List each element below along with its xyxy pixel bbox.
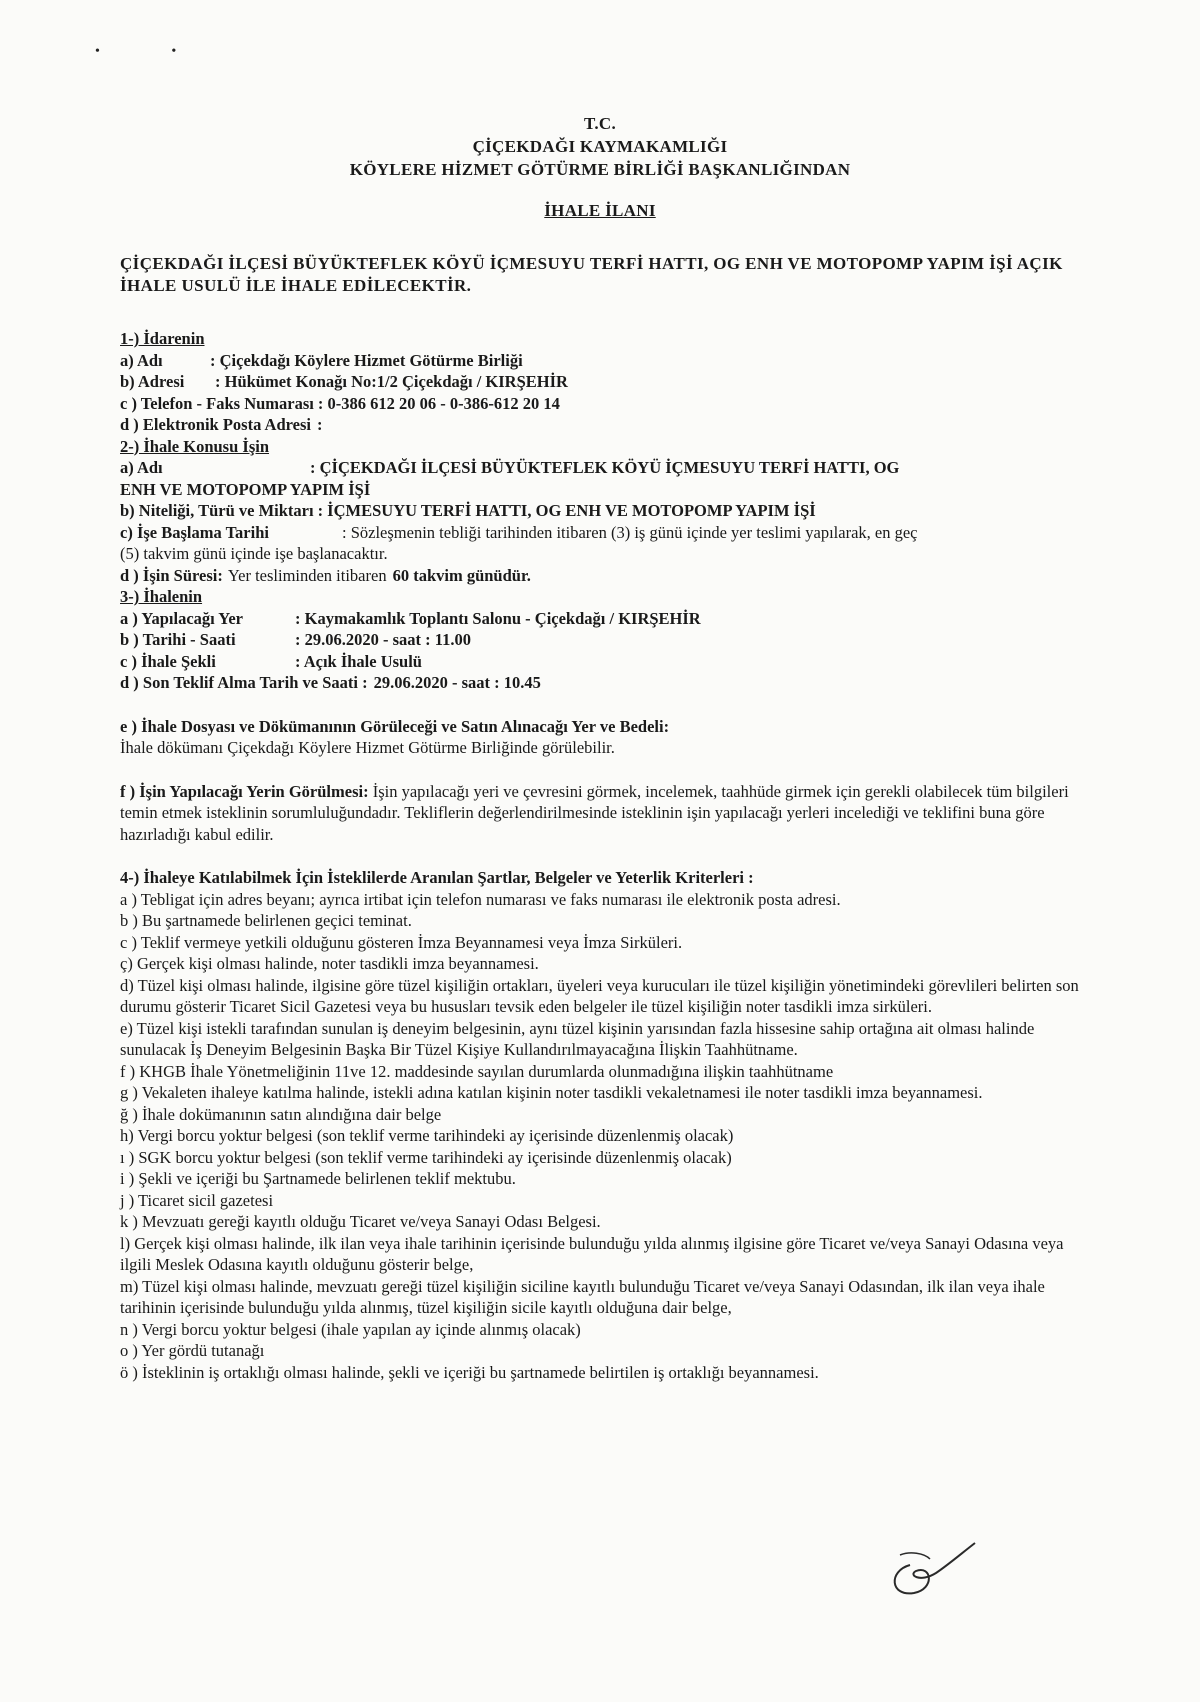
requirement-item: k ) Mevzuatı gereği kayıtlı olduğu Ticaret ve/veya Sanayi Odası Belgesi.: [120, 1212, 601, 1231]
requirement-item: ç) Gerçek kişi olması halinde, noter tasdikli imza beyannamesi.: [120, 954, 539, 973]
intro-paragraph: ÇİÇEKDAĞI İLÇESİ BÜYÜKTEFLEK KÖYÜ İÇMESUYU TERFİ HATTI, OG ENH VE MOTOPOMP YAPIM İŞİ AÇIK İHALE USULÜ İLE İHALE EDİLECEKTİR.: [120, 254, 1063, 295]
requirement-item: c ) Teklif vermeye yetkili olduğunu gösteren İmza Beyannamesi veya İmza Sirküleri.: [120, 932, 683, 952]
s1-address-row: [120, 371, 1085, 393]
s1-email-label: d ) Elektronik Posta Adresi: [120, 415, 311, 434]
s2-duration-label: d ) İşin Süresi:: [120, 565, 223, 585]
s2-name-row: [120, 457, 1085, 479]
requirement-item: d) Tüzel kişi olması halinde, ilgisine göre tüzel kişiliğin ortakları, üyeleri veya kurucuları ile tüzel kişiliğin yönetimindeki görevlileri belirten son durumu gösterir Ticaret Sicil Gazetesi veya bu hususları tevsik eden belgeler ile tüzel kişiliğin noter tasdikli imza sirküleri.: [120, 975, 1079, 1016]
s3-method-label: c ) İhale Şekli: [120, 651, 216, 671]
s2-duration-row: [120, 565, 1085, 587]
s1-name-row: [120, 350, 1085, 372]
s3-date-row: [120, 629, 1085, 651]
s2-duration-value: Yer tesliminden itibaren: [227, 565, 387, 585]
s1-name-value: : Çiçekdağı Köylere Hizmet Götürme Birliği: [210, 350, 523, 370]
s2-type-label: b) Niteliği, Türü ve Miktarı: [120, 501, 314, 520]
s3-date-value: : 29.06.2020 - saat : 11.00: [295, 630, 471, 649]
header-line-tc: T.C.: [583, 114, 617, 133]
header-line-kaymakamlik: ÇİÇEKDAĞI KAYMAKAMLIĞI: [472, 137, 728, 156]
s1-phone-row: [120, 393, 1085, 415]
s1-email-value: :: [317, 415, 323, 434]
s3-deadline-row: [120, 672, 1085, 694]
requirement-item: a ) Tebligat için adres beyanı; ayrıca irtibat için telefon numarası ve faks numarası ile elektronik posta adresi.: [120, 889, 841, 909]
s3-dossier-value: İhale dökümanı Çiçekdağı Köylere Hizmet Götürme Birliğinde görülebilir.: [120, 738, 615, 757]
scan-specks: • •: [95, 44, 211, 59]
s3-site-paragraph: [120, 781, 1085, 846]
s2-start-label: c) İşe Başlama Tarihi: [120, 522, 269, 542]
s3-method-row: [120, 651, 1085, 673]
header-line-birlik: KÖYLERE HİZMET GÖTÜRME BİRLİĞİ BAŞKANLIĞINDAN: [349, 160, 851, 179]
s2-name-value: : ÇİÇEKDAĞI İLÇESİ BÜYÜKTEFLEK KÖYÜ İÇMESUYU TERFİ HATTI, OG: [310, 458, 900, 477]
s3-site-value: İşin yapılacağı yeri ve çevresini görmek, incelemek, taahhüde girmek için gerekli olabilecek tüm bilgileri temin etmek isteklinin sorumluluğundadır. Tekliflerin değerlendirilmesinde isteklinin işin yapılacağı yerleri incelediği ve teklifini buna göre hazırladığı kabul edilir.: [120, 781, 1069, 844]
s2-type-row: [120, 500, 1085, 522]
document-header: [0, 112, 1200, 222]
section-3-heading: 3-) İhalenin: [120, 587, 203, 606]
s3-dossier-label: e ) İhale Dosyası ve Dökümanının Görüleceği ve Satın Alınacağı Yer ve Bedeli:: [120, 716, 670, 736]
s3-deadline-value: 29.06.2020 - saat : 10.45: [373, 673, 541, 692]
s3-place-row: [120, 608, 1085, 630]
section-1-heading: 1-) İdarenin: [120, 329, 205, 348]
section-2-heading: 2-) İhale Konusu İşin: [120, 436, 270, 456]
requirement-item: ö ) İsteklinin iş ortaklığı olması halinde, şekli ve içeriği bu şartnamede belirtilen iş ortaklığı beyannamesi.: [120, 1362, 819, 1382]
s3-deadline-label: d ) Son Teklif Alma Tarih ve Saati :: [120, 673, 368, 692]
s1-phone-label: c ) Telefon - Faks Numarası: [120, 393, 314, 413]
s2-start-value-cont: (5) takvim günü içinde işe başlanacaktır.: [120, 544, 388, 563]
requirement-item: h) Vergi borcu yoktur belgesi (son teklif verme tarihindeki ay içerisinde düzenlenmiş olacak): [120, 1126, 734, 1145]
s2-start-row: [120, 522, 1085, 544]
requirement-item: ı ) SGK borcu yoktur belgesi (son teklif verme tarihindeki ay içerisinde düzenlenmiş olacak): [120, 1147, 732, 1167]
s3-date-label: b ) Tarihi - Saati: [120, 630, 236, 649]
s2-start-value: : Sözleşmenin tebliği tarihinden itibaren (3) iş günü içinde yer teslimi yapılarak, en geç: [342, 522, 918, 542]
document-title: İHALE İLANI: [544, 201, 656, 220]
signature-mark: [880, 1535, 980, 1605]
section-1: [120, 328, 1085, 1383]
requirement-item: j ) Ticaret sicil gazetesi: [120, 1190, 274, 1210]
s1-phone-value: : 0-386 612 20 06 - 0-386-612 20 14: [317, 393, 560, 413]
requirement-item: g ) Vekaleten ihaleye katılma halinde, istekli adına katılan kişinin noter tasdikli vekaletnamesi ile noter tasdikli imza beyannamesi.: [120, 1083, 983, 1102]
s1-email-row: [120, 414, 1085, 436]
requirement-item: ğ ) İhale dokümanının satın alındığına dair belge: [120, 1104, 442, 1124]
s3-place-value: : Kaymakamlık Toplantı Salonu - Çiçekdağı / KIRŞEHİR: [295, 608, 701, 628]
s2-name-value-cont: ENH VE MOTOPOMP YAPIM İŞİ: [120, 479, 371, 499]
requirement-item: e) Tüzel kişi istekli tarafından sunulan iş deneyim belgesinin, aynı tüzel kişinin yarısından fazla hissesine sahip ortağına ait olması halinde sunulacak İş Deneyim Belgesinin Başka Bir Tüzel Kişiye Kullandırılmayacağına İlişkin Taahhütname.: [120, 1018, 1035, 1059]
s1-name-label: a) Adı: [120, 350, 163, 370]
requirements-list: [120, 889, 1085, 1384]
s2-type-value: : İÇMESUYU TERFİ HATTI, OG ENH VE MOTOPOMP YAPIM İŞİ: [317, 501, 816, 520]
s1-address-value: : Hükümet Konağı No:1/2 Çiçekdağı / KIRŞEHİR: [215, 372, 568, 391]
requirement-item: l) Gerçek kişi olması halinde, ilk ilan veya ihale tarihinin içerisinde bulunduğu yılda alınmış ilgisine göre Ticaret ve/veya Sanayi Odasına veya ilgili Meslek Odasına kayıtlı olduğunu gösterir belge,: [120, 1233, 1064, 1274]
s3-place-label: a ) Yapılacağı Yer: [120, 608, 243, 628]
requirement-item: i ) Şekli ve içeriği bu Şartnamede belirlenen teklif mektubu.: [120, 1169, 516, 1188]
requirement-item: o ) Yer gördü tutanağı: [120, 1341, 265, 1360]
s2-duration-days: 60 takvim günüdür.: [392, 565, 531, 585]
requirement-item: f ) KHGB İhale Yönetmeliğinin 11ve 12. maddesinde sayılan durumlarda olunmadığına ilişkin taahhütname: [120, 1061, 834, 1081]
s3-method-value: : Açık İhale Usulü: [295, 651, 422, 671]
section-4-heading: 4-) İhaleye Katılabilmek İçin İsteklilerde Aranılan Şartlar, Belgeler ve Yeterlik Kriterleri :: [120, 868, 754, 887]
s3-site-label: f ) İşin Yapılacağı Yerin Görülmesi:: [120, 781, 369, 801]
requirement-item: m) Tüzel kişi olması halinde, mevzuatı gereği tüzel kişiliğin siciline kayıtlı bulunduğu Ticaret ve/veya Sanayi Odasından, ilk ilan veya ihale tarihinin içerisinde bulunduğu yılda alınmış, tüzel kişiliğin sicile kayıtlı olduğuna dair belge,: [120, 1276, 1045, 1317]
requirement-item: n ) Vergi borcu yoktur belgesi (ihale yapılan ay içinde alınmış olacak): [120, 1319, 581, 1339]
s1-address-label: b) Adresi: [120, 372, 185, 391]
s2-name-label: a) Adı: [120, 458, 163, 477]
requirement-item: b ) Bu şartnamede belirlenen geçici teminat.: [120, 911, 412, 930]
